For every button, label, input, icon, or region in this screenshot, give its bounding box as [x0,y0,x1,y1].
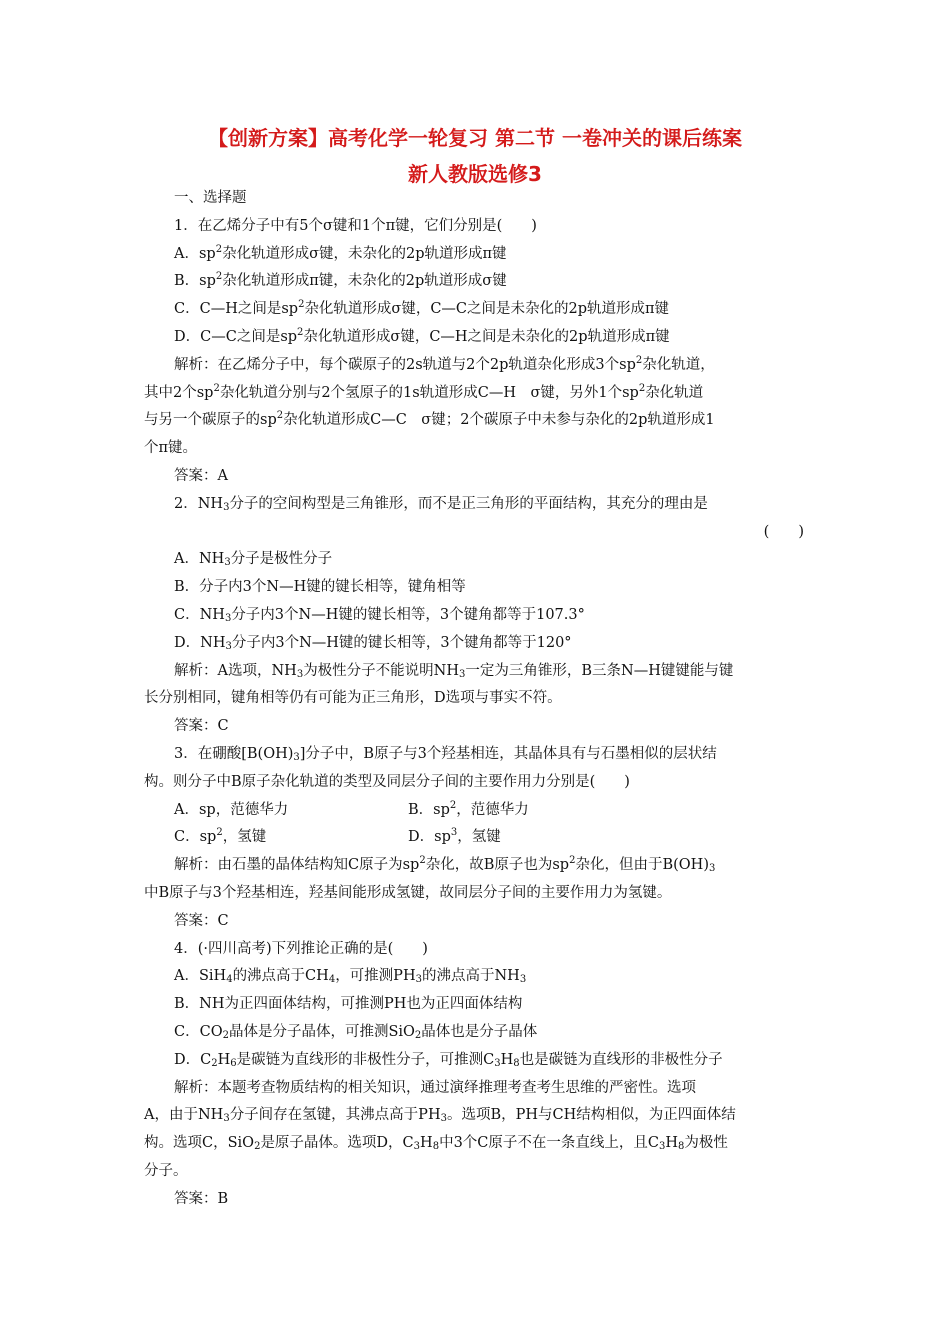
section-heading: 一、选择题 [174,190,247,206]
q1-option-a: A．$sp^2$杂化轨道形成σ键，未杂化的2p轨道形成π键 [174,243,507,262]
q1-explanation-line3: 与另一个碳原子的$sp^2$杂化轨道形成C—C σ键；2个碳原子中未参与杂化的2p轨道形成1 [144,410,715,429]
q4-answer: 答案：B [174,1190,229,1207]
q3-options-row2 [144,824,814,852]
q2-explanation-line2: 长分别相同，键角相等仍有可能为正三角形，D选项与事实不符。 [144,690,562,707]
q1-answer: 答案：A [174,467,228,484]
document-body [144,185,814,1213]
q4-option-b: B．NH为正四面体结构，可推测PH也为正四面体结构 [174,996,523,1013]
q3-option-b: B．$sp^2$，范德华力 [408,799,529,818]
page-title-line2: 新人教版选修3 [408,162,542,186]
q4-option-a: A．SiH$_4$的沸点高于$CH_4$，可推测$PH_3$的沸点高于$NH_3$ [174,968,527,986]
q1-option-d: D．C—C之间是$sp^2$杂化轨道形成σ键，C—H之间是未杂化的2p轨道形成π键 [174,326,670,345]
q2-explanation-line1: 解析：A选项，$NH_3$为极性分子不能说明$NH_3$一定为三角锥形，B三条N—H键键能与键 [174,662,734,680]
q3-options-row1 [144,797,814,825]
q1-stem: 1．在乙烯分子中有5个σ键和1个π键，它们分别是( ) [174,217,537,234]
q3-option-d: D．$sp^3$，氢键 [408,827,501,846]
q3-explanation-line1: 解析：由石墨的晶体结构知C原子为$sp^2$杂化，故B原子也为$sp^2$杂化，但由于$B(OH)_3$ [174,855,716,875]
q1-option-c: C．C—H之间是$sp^2$杂化轨道形成σ键，C—C之间是未杂化的2p轨道形成π键 [174,299,670,318]
q1-explanation-line2: 其中2个$sp^2$杂化轨道分别与2个氢原子的1s轨道形成C—H σ键，另外1个$sp^2$杂化轨道 [144,382,704,401]
q3-stem-line2: 构。则分子中B原子杂化轨道的类型及同层分子间的主要作用力分别是( ) [144,773,630,790]
q4-option-c: C．$CO_2$晶体是分子晶体，可推测SiO$_2$晶体也是分子晶体 [174,1023,538,1041]
q4-explanation-line4: 分子。 [144,1162,188,1179]
page-title-line1: 【创新方案】高考化学一轮复习 第二节 一卷冲关的课后练案 [208,126,742,150]
q2-option-a: A．$NH_3$分子是极性分子 [174,551,333,569]
q2-option-c: C．$NH_3$分子内3个N—H键的键长相等，3个键角都等于107.3° [174,606,585,624]
q1-explanation-line4: 个π键。 [144,440,198,457]
q4-explanation-line1: 解析：本题考查物质结构的相关知识，通过演绎推理考查考生思维的严密性。选项 [174,1079,696,1096]
q3-option-a: A．sp，范德华力 [174,801,289,818]
q1-explanation-line1: 解析：在乙烯分子中，每个碳原子的2s轨道与2个2p轨道杂化形成3个$sp^2$杂化轨道， [174,354,715,373]
q4-explanation-line2: A，由于$NH_3$分子间存在氢键，其沸点高于$PH_3$。选项B，PH与CH结构相似，为正四面体结 [144,1107,736,1125]
q3-option-c: C．$sp^2$，氢键 [174,827,267,846]
q4-stem: 4．(·四川高考)下列推论正确的是( ) [174,940,428,957]
q3-answer: 答案：C [174,912,229,929]
q3-stem-line1: 3．在硼酸$[B(OH)_3]$分子中，B原子与3个羟基相连，其晶体具有与石墨相似的层状结 [174,745,717,763]
q1-option-b: B．$sp^2$杂化轨道形成π键，未杂化的2p轨道形成σ键 [174,271,507,290]
q2-answer: 答案：C [174,718,229,735]
q2-answer-paren: ( ) [763,523,804,540]
q3-explanation-line2: 中B原子与3个羟基相连，羟基间能形成氢键，故同层分子间的主要作用力为氢键。 [144,884,672,901]
q2-stem: 2．$NH_3$分子的空间构型是三角锥形，而不是正三角形的平面结构，其充分的理由是 [174,495,708,513]
q4-option-d: D．$C_2H_6$是碳链为直线形的非极性分子，可推测$C_3H_8$也是碳链为直线形的非极性分子 [174,1051,723,1069]
q2-option-d: D．$NH_3$分子内3个N—H键的键长相等，3个键角都等于120° [174,634,572,652]
q4-explanation-line3: 构。选项C，SiO$_2$是原子晶体。选项D，$C_3H_8$中3个C原子不在一条直线上，且$C_3H_8$为极性 [144,1135,728,1153]
q2-option-b: B．分子内3个N—H键的键长相等，键角相等 [174,579,466,596]
